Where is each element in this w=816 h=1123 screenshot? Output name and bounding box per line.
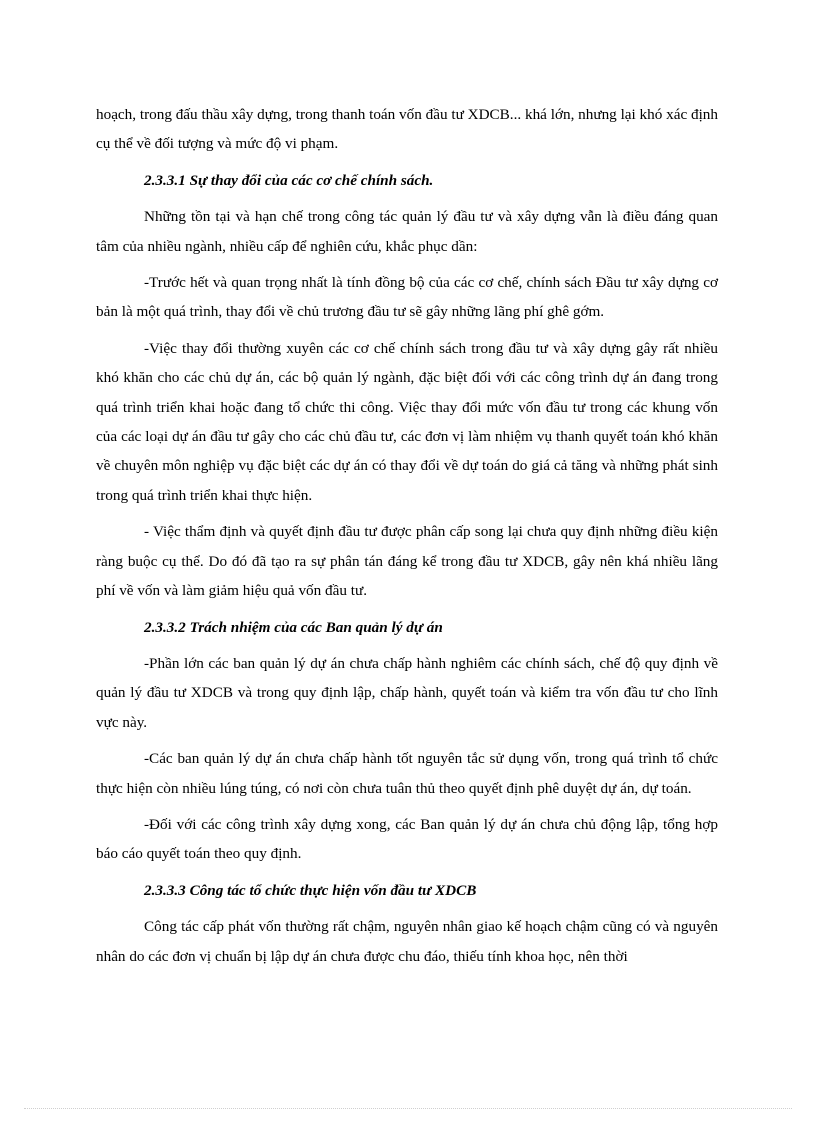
- paragraph-6: -Các ban quản lý dự án chưa chấp hành tốt nguyên tắc sử dụng vốn, trong quá trình tổ chức thực hiện còn nhiều lúng túng, có nơi còn chưa tuân thủ theo quyết định phê duyệt dự án, dự toán.: [96, 750, 718, 797]
- paragraph-8: Công tác cấp phát vốn thường rất chậm, nguyên nhân giao kế hoạch chậm cũng có và nguyên nhân do các đơn vị chuẩn bị lập dự án chưa được chu đáo, thiếu tính khoa học, nên thời: [96, 918, 718, 965]
- page-bottom-divider: [24, 1108, 792, 1109]
- paragraph-1: Những tồn tại và hạn chế trong công tác quản lý đầu tư và xây dựng vẫn là điều đáng quan tâm của nhiều ngành, nhiều cấp để nghiên cứu, khắc phục dần:: [96, 208, 718, 255]
- paragraph-2: -Trước hết và quan trọng nhất là tính đồng bộ của các cơ chế, chính sách Đầu tư xây dựng cơ bản là một quá trình, thay đổi về chủ trương đầu tư sẽ gây những lãng phí ghê gớm.: [96, 274, 718, 321]
- section-heading-2-3-3-2: 2.3.3.2 Trách nhiệm của các Ban quản lý dự án: [144, 618, 443, 636]
- section-heading-2-3-3-3: 2.3.3.3 Công tác tổ chức thực hiện vốn đầu tư XDCB: [144, 881, 477, 899]
- paragraph-intro: hoạch, trong đấu thầu xây dựng, trong thanh toán vốn đầu tư XDCB... khá lớn, nhưng lại khó xác định cụ thể về đối tượng và mức độ vi phạm.: [96, 106, 718, 153]
- document-body: [96, 100, 718, 971]
- section-heading-2-3-3-1: 2.3.3.1 Sự thay đổi của các cơ chế chính sách.: [144, 171, 434, 189]
- paragraph-4: - Việc thẩm định và quyết định đầu tư được phân cấp song lại chưa quy định những điều kiện ràng buộc cụ thể. Do đó đã tạo ra sự phân tán đáng kể trong đầu tư XDCB, gây nên khá nhiều lãng phí về vốn và làm giảm hiệu quả vốn đầu tư.: [96, 523, 718, 600]
- paragraph-5: -Phần lớn các ban quản lý dự án chưa chấp hành nghiêm các chính sách, chế độ quy định về quản lý đầu tư XDCB và trong quy định lập, chấp hành, quyết toán và kiểm tra vốn đầu tư cho lĩnh vực này.: [96, 654, 718, 731]
- paragraph-3: -Việc thay đổi thường xuyên các cơ chế chính sách trong đầu tư và xây dựng gây rất nhiều khó khăn cho các chủ dự án, các bộ quản lý ngành, đặc biệt đối với các công trình dự án đang trong quá trình triển khai hoặc đang tổ chức thi công. Việc thay đổi mức vốn đầu tư trong các khung vốn của các loại dự án đầu tư gây cho các chủ đầu tư, các đơn vị làm nhiệm vụ thanh quyết toán khó khăn về chuyên môn nghiệp vụ đặc biệt các dự án có thay đổi về dự toán do giá cả tăng và những phát sinh trong quá trình triển khai thực hiện.: [96, 339, 718, 504]
- paragraph-7: -Đối với các công trình xây dựng xong, các Ban quản lý dự án chưa chủ động lập, tổng hợp báo cáo quyết toán theo quy định.: [96, 815, 718, 863]
